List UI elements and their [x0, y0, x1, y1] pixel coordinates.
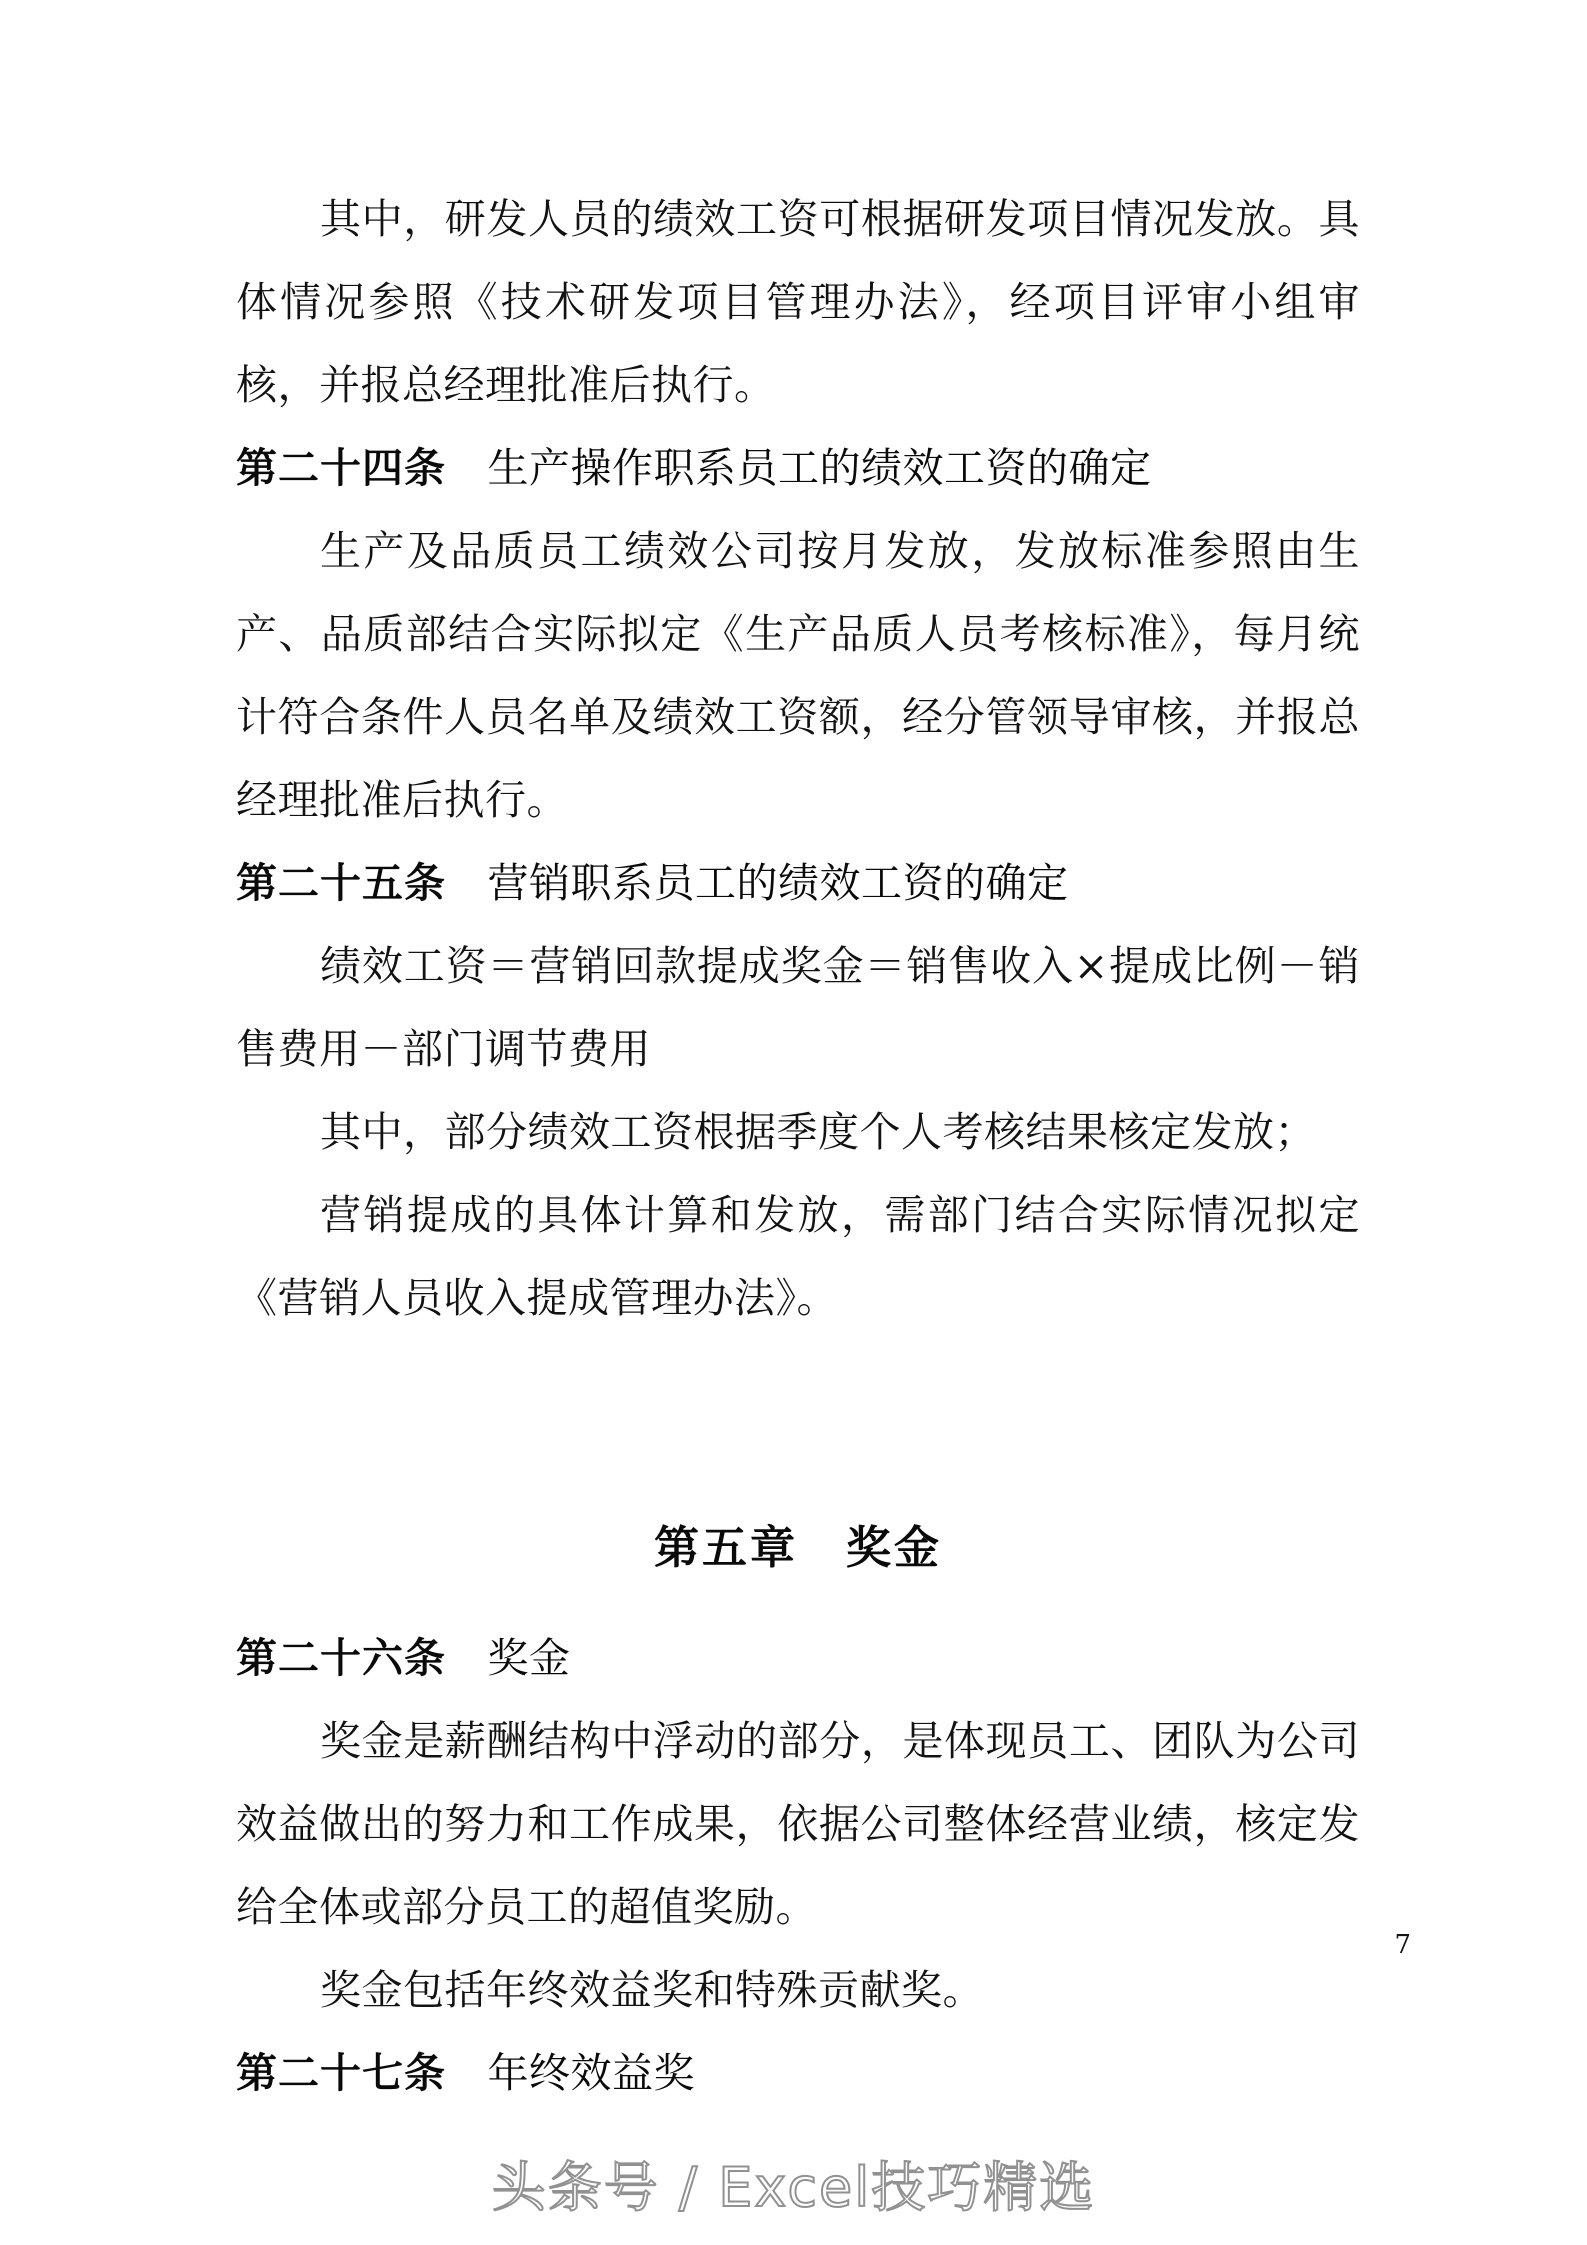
article-26-heading: [236, 1617, 1360, 1700]
document-text-column: [236, 178, 1360, 2115]
article-26-spacer: [446, 1634, 488, 1682]
article-27-title-text: 年终效益奖: [487, 2049, 695, 2097]
article-25-number: 第二十五条: [236, 859, 446, 907]
article-24-heading: [236, 427, 1360, 510]
article-25-heading: [236, 842, 1360, 925]
article-26-title-text: 奖金: [487, 1634, 571, 1682]
watermark-text: 头条号 / Excel技巧精选: [491, 2156, 1096, 2219]
article-27-spacer: [446, 2049, 488, 2097]
paragraph-marketing-commission: 营销提成的具体计算和发放，需部门结合实际情况拟定《营销人员收入提成管理办法》。: [236, 1191, 1360, 1322]
article-24-title: [446, 444, 488, 492]
article-24-title-text: 生产操作职系员工的绩效工资的确定: [487, 444, 1152, 492]
section-spacer: [236, 1340, 1360, 1506]
paragraph-bonus-definition: 奖金是薪酬结构中浮动的部分，是体现员工、团队为公司效益做出的努力和工作成果，依据公司整体经营业绩，核定发给全体或部分员工的超值奖励。: [236, 1717, 1360, 1931]
chapter-5-heading: 第五章 奖金: [653, 1521, 942, 1574]
article-25-spacer: [446, 859, 488, 907]
chapter-spacer: [236, 1589, 1360, 1617]
paragraph-production-quality-performance: 生产及品质员工绩效公司按月发放，发放标准参照由生产、品质部结合实际拟定《生产品质人员考核标准》，每月统计符合条件人员名单及绩效工资额，经分管领导审核，并报总经理批准后执行。: [236, 527, 1360, 824]
paragraph-marketing-formula: 绩效工资＝营销回款提成奖金＝销售收入×提成比例－销售费用－部门调节费用: [236, 942, 1360, 1073]
page-number: 7: [1394, 1930, 1411, 1960]
paragraph-quarterly-assessment: 其中，部分绩效工资根据季度个人考核结果核定发放；: [320, 1108, 1316, 1156]
watermark: [0, 2142, 1587, 2234]
paragraph-rd-performance-wage: 其中，研发人员的绩效工资可根据研发项目情况发放。具体情况参照《技术研发项目管理办法》，经项目评审小组审核，并报总经理批准后执行。: [236, 195, 1360, 409]
article-26-number: 第二十六条: [236, 1634, 446, 1682]
article-24-number: 第二十四条: [236, 444, 446, 492]
paragraph-bonus-types: 奖金包括年终效益奖和特殊贡献奖。: [320, 1966, 984, 2014]
article-27-heading: [236, 2032, 1360, 2115]
article-25-title-text: 营销职系员工的绩效工资的确定: [487, 859, 1069, 907]
article-27-number: 第二十七条: [236, 2049, 446, 2097]
